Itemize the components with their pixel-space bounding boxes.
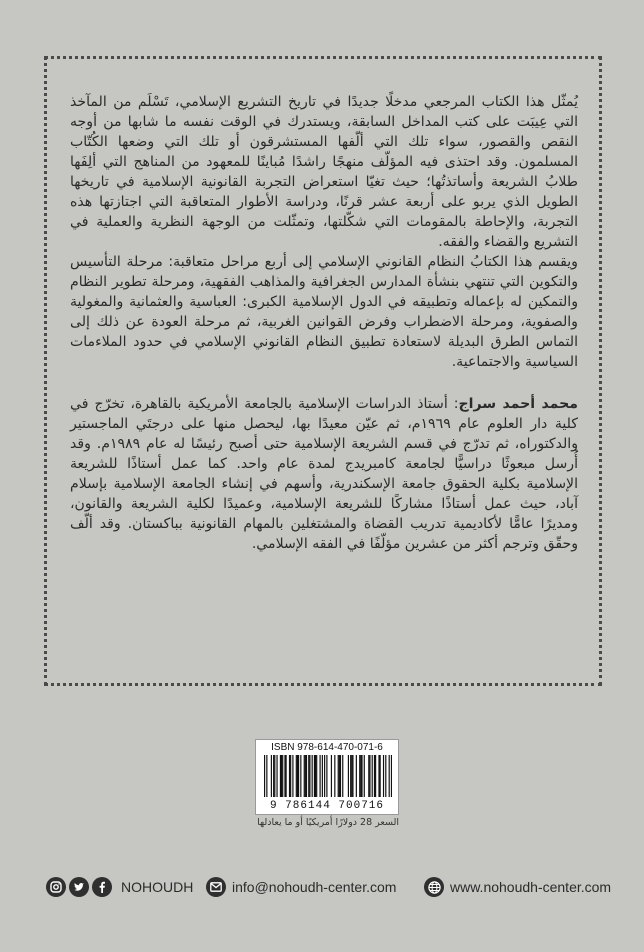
author-name: محمد أحمد سراج: [458, 396, 578, 412]
barcode-bar: [315, 755, 316, 797]
barcode-bar: [338, 755, 339, 797]
facebook-icon[interactable]: [92, 877, 112, 897]
barcode-bar: [266, 755, 267, 797]
barcode-bar: [385, 755, 386, 797]
barcode-bar: [352, 755, 353, 797]
barcode-bar: [339, 755, 340, 797]
barcode-bar: [348, 755, 349, 797]
footer-email[interactable]: [206, 874, 396, 900]
barcode-bar: [334, 755, 335, 797]
barcode-bar: [316, 755, 317, 797]
barcode-bar: [369, 755, 370, 797]
barcode-bar: [276, 755, 277, 797]
barcode-bar: [284, 755, 285, 797]
footer-website[interactable]: [424, 874, 611, 900]
barcode-bar: [300, 755, 301, 797]
barcode-bar: [350, 755, 351, 797]
description-paragraph-2: ويقسم هذا الكتابُ النظام القانوني الإسلامي إلى أربع مراحل متعاقبة: مرحلة التأسيس والتكوين التي تنتهي بنشأة المدارس الجغرافية والمذاهب الفقهية، ومرحلة تطوير النظام والتمكين له بإعماله وتطبيقه في الدول الإسلامية الكبرى: العباسية والعثمانية والمغولية والصفوية، ومرحلة الاضطراب وفرض القوانين الغربية، ثم مرحلة العودة عن ذلك إلى التماس الطرق البديلة لاستعادة تطبيق النظام القانوني الإسلامي في حدود الملاءمات السياسية والاجتماعية.: [70, 254, 578, 370]
barcode-bar: [374, 755, 375, 797]
barcode-bar: [296, 755, 297, 797]
website-url[interactable]: www.nohoudh-center.com: [450, 879, 612, 895]
barcode-bar: [320, 755, 321, 797]
barcode-bar: [361, 755, 362, 797]
isbn-label: ISBN 978-614-470-071-6: [271, 742, 383, 753]
barcode-bar: [305, 755, 306, 797]
barcode-bar: [280, 755, 281, 797]
price-text: السعر 28 دولارًا أمريكيًا أو ما يعادلها: [257, 817, 399, 828]
barcode-bar: [297, 755, 298, 797]
brand-name: NOHOUDH: [121, 879, 194, 895]
barcode-bar: [391, 755, 392, 797]
barcode-bar: [290, 755, 291, 797]
barcode-bar: [289, 755, 290, 797]
barcode-bar: [271, 755, 272, 797]
description-paragraph-1: يُمثّل هذا الكتاب المرجعي مدخلًا جديدًا في تاريخ التشريع الإسلامي، تَسْلَم من المآخذ التي عِيبَت على كتب المداخل السابقة، ويستدرك في الوقت نفسه ما شابها من أوجه النقص والقصور، سواء تلك التي ألّفها المستشرقون أو تلك التي وضعها الكُتّاب المسلمون. وقد احتذى فيه المؤلّف منهجًا راشدًا مُباينًا للمعهود من المناهج التي ألِفَها طلابُ الشريعة وأساتذتُها؛ حيث تغيّا استعراض التجربة القانونية الإسلامية في تاريخها الطويل الذي يربو على أربعة عشر قرنًا، ودراسة الأطوار المتعاقبة التي اجتازتها هذه التجربة، والإحاطة بالمقومات التي شكّلتها، وتمثّلت من الوجهة النظرية والعملية في التشريع والقضاء والفقه.: [70, 94, 578, 250]
barcode-bar: [274, 755, 275, 797]
barcode-bar: [356, 755, 357, 797]
barcode-bars: [264, 755, 392, 797]
barcode-digits: 9 786144 700716: [269, 800, 385, 812]
back-cover-text: [70, 92, 578, 554]
twitter-icon[interactable]: [69, 877, 89, 897]
barcode-bar: [378, 755, 379, 797]
barcode-bar: [342, 755, 343, 797]
barcode-bar: [264, 755, 265, 797]
barcode-bar: [312, 755, 313, 797]
barcode-bar: [273, 755, 274, 797]
barcode-bar: [372, 755, 373, 797]
barcode-bar: [389, 755, 390, 797]
barcode-bar: [359, 755, 360, 797]
email-address[interactable]: info@nohoudh-center.com: [232, 879, 397, 895]
barcode-bar: [364, 755, 365, 797]
barcode-bar: [383, 755, 384, 797]
author-bio: : أستاذ الدراسات الإسلامية بالجامعة الأمريكية بالقاهرة، تخرّج في كلية دار العلوم عام ١٩٦٩م، ثم عيّن معيدًا بها، ليحصل منها على درجتَي الماجستير والدكتوراه، ثم تدرّج في قسم الشريعة الإسلامية حتى أصبح رئيسًا له عام ١٩٨٩م. وقد أُرسل مبعوثًا دراسيًّا لجامعة كامبريدج لمدة عام واحد. كما عمل أستاذًا للشريعة الإسلامية بكلية الحقوق جامعة الإسكندرية، وأسهم في إنشاء الجامعة الإسلامية بإسلام آباد، حيث عمل أستاذًا مشاركًا للشريعة الإسلامية، وعميدًا لكلية الشريعة والقانون، ومديرًا عامًّا لأكاديمية تدريب القضاة والمشتغلين بالمهام القانونية بباكستان. وقد ألّف وحقّق وترجم أكثر من عشرين مؤلّفًا في الفقه الإسلامي.: [70, 396, 578, 552]
barcode-bar: [286, 755, 287, 797]
barcode-bar: [380, 755, 381, 797]
barcode-bar: [326, 755, 327, 797]
barcode-bar: [324, 755, 325, 797]
barcode-bar: [368, 755, 369, 797]
barcode-bar: [314, 755, 315, 797]
barcode-bar: [375, 755, 376, 797]
barcode-bar: [340, 755, 341, 797]
barcode-bar: [360, 755, 361, 797]
isbn-barcode: [255, 739, 399, 815]
author-bio-paragraph: [70, 394, 578, 554]
footer-social: [46, 874, 193, 900]
barcode-bar: [281, 755, 282, 797]
barcode-bar: [304, 755, 305, 797]
email-icon: [206, 877, 226, 897]
barcode-bar: [306, 755, 307, 797]
barcode-bar: [292, 755, 293, 797]
barcode-bar: [282, 755, 283, 797]
barcode-bar: [309, 755, 310, 797]
barcode-bar: [298, 755, 299, 797]
barcode-bar: [331, 755, 332, 797]
barcode-bar: [322, 755, 323, 797]
instagram-icon[interactable]: [46, 877, 66, 897]
barcode-bar: [351, 755, 352, 797]
barcode-bar: [308, 755, 309, 797]
globe-icon: [424, 877, 444, 897]
